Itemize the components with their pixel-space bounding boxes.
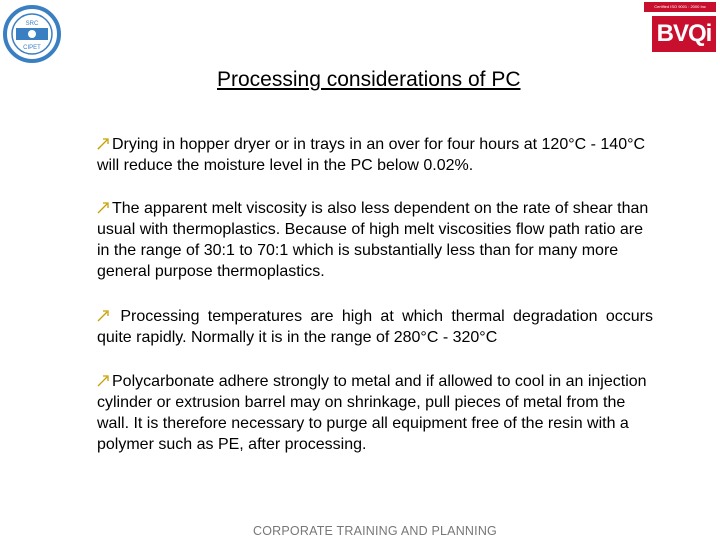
bullet-icon (97, 136, 111, 150)
bullet-icon (97, 200, 111, 214)
bullet-text: Polycarbonate adhere strongly to metal and if allowed to cool in an injection cylinder or extrusion barrel may on shrinkage, pull pieces of metal from the wall. It is therefore necessary to purge all equipment free of the resin with a polymer such as PE, after processing. (97, 373, 647, 453)
bullet-icon (97, 373, 111, 387)
cipet-logo (2, 4, 62, 64)
bvqi-brand: BVQi (652, 16, 716, 52)
bullet-paragraph-1 (97, 134, 653, 176)
slide-title: Processing considerations of PC (217, 68, 521, 91)
bvqi-logo (644, 2, 716, 52)
certification-text: Certified ISO 9001 : 2000 Inc (644, 2, 716, 12)
bullet-paragraph-2 (97, 198, 653, 282)
bullet-text: Drying in hopper dryer or in trays in an over for four hours at 120°C - 140°C will reduce the moisture level in the PC below 0.02%. (97, 136, 646, 174)
bullet-icon (97, 308, 111, 322)
footer-text: CORPORATE TRAINING AND PLANNING (253, 524, 497, 538)
bullet-paragraph-4 (97, 371, 653, 455)
bullet-text: Processing temperatures are high at which thermal degradation occurs quite rapidly. Normally it is in the range of 280°C - 320°C (97, 308, 653, 346)
logo-text-top: SRC (25, 21, 39, 27)
logo-text-bottom: CIPET (23, 45, 41, 51)
bullet-text: The apparent melt viscosity is also less dependent on the rate of shear than usual with thermoplastics. Because of high melt viscosities flow path ratio are in the range of 30:1 to 70:1 which is substantially less than for many more general purpose thermoplastics. (97, 200, 649, 280)
bullet-paragraph-3 (97, 306, 653, 348)
